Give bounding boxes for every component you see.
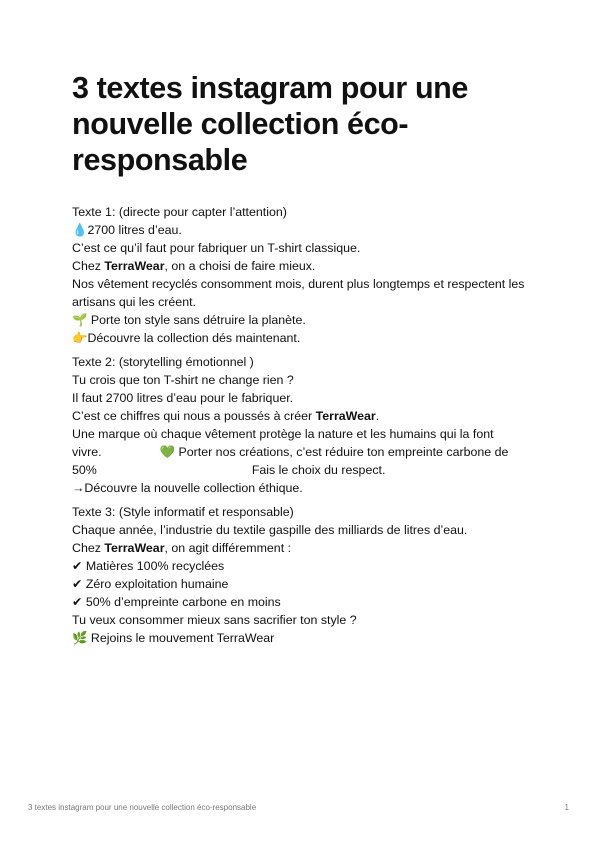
texte-1-line: Nos vêtement recyclés consomment mois, durent plus longtemps et respectent les artisans qui les créent. — [72, 277, 525, 309]
texte-2-line: Il faut 2700 litres d’eau pour le fabriquer. — [72, 391, 294, 405]
texte-1-heading: Texte 1: (directe pour capter l’attention) — [72, 205, 287, 219]
brand-name: TerraWear — [315, 409, 376, 423]
check-icon: ✔ — [72, 577, 83, 591]
green-heart-icon: 💚 — [159, 445, 176, 459]
page-title: 3 textes instagram pour une nouvelle collection éco-responsable — [72, 71, 468, 177]
texte-3-heading: Texte 3: (Style informatif et responsable) — [72, 505, 294, 519]
texte-3-line: 🌿 Rejoins le mouvement TerraWear — [72, 631, 275, 645]
texte-3-line: Tu veux consommer mieux sans sacrifier ton style ? — [72, 613, 357, 627]
texte-2-line: Tu crois que ton T-shirt ne change rien ? — [72, 373, 294, 387]
texte-2-line: Une marque où chaque vêtement protège la nature et les humains qui la font — [72, 427, 494, 441]
page-number: 1 — [564, 803, 569, 812]
check-icon: ✔ — [72, 559, 83, 573]
herb-icon: 🌿 — [72, 631, 88, 645]
texte-1-line: C’est ce qu’il faut pour fabriquer un T-shirt classique. — [72, 241, 361, 255]
bullet-item: ✔ Matières 100% recyclées — [72, 559, 225, 573]
texte-1 — [72, 203, 532, 347]
footer-title: 3 textes instagram pour une nouvelle collection éco-responsable — [28, 803, 257, 812]
texte-1-line: 👉Découvre la collection dés maintenant. — [72, 331, 301, 345]
droplet-icon: 💧 — [72, 223, 88, 237]
texte-2-line: C’est ce chiffres qui nous a poussés à créer TerraWear. — [72, 409, 380, 423]
bullet-item: ✔ Zéro exploitation humaine — [72, 577, 229, 591]
texte-1-line: 💧2700 litres d’eau. — [72, 223, 182, 237]
texte-2-line: vivre. 💚 Porter nos créations, c’est réduire ton empreinte carbone de — [72, 445, 509, 459]
texte-2 — [72, 353, 532, 497]
brand-name: TerraWear — [104, 259, 165, 273]
texte-2-line: →Découvre la nouvelle collection éthique. — [72, 481, 303, 495]
seedling-icon: 🌱 — [72, 313, 88, 327]
texte-3 — [72, 503, 532, 647]
bullet-item: ✔ 50% d’empreinte carbone en moins — [72, 595, 281, 609]
texte-2-line: 50% Fais le choix du respect. — [72, 463, 386, 477]
pointing-hand-icon: 👉 — [72, 331, 88, 345]
texte-1-line: Chez TerraWear, on a choisi de faire mieux. — [72, 259, 316, 273]
texte-3-line: Chez TerraWear, on agit différemment : — [72, 541, 292, 555]
texte-2-heading: Texte 2: (storytelling émotionnel ) — [72, 355, 254, 369]
texte-3-line: Chaque année, l’industrie du textile gaspille des milliards de litres d’eau. — [72, 523, 468, 537]
texte-1-line: 🌱 Porte ton style sans détruire la planète. — [72, 313, 306, 327]
brand-name: TerraWear — [104, 541, 165, 555]
check-icon: ✔ — [72, 595, 83, 609]
document-body — [72, 203, 532, 653]
